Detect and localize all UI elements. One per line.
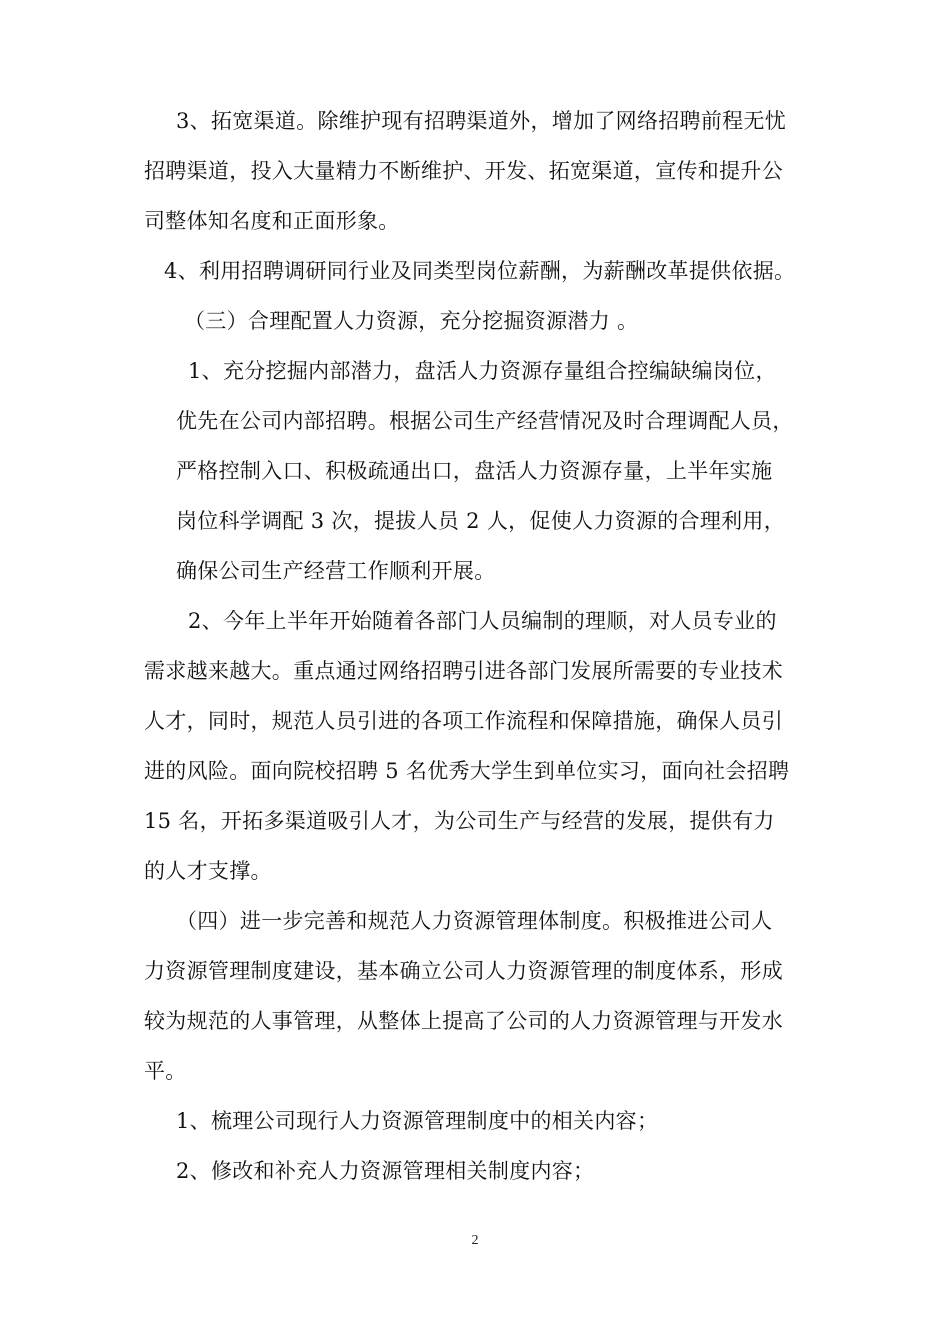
text-line: 的人才支撑。 — [144, 859, 272, 883]
text-line: 需求越来越大。重点通过网络招聘引进各部门发展所需要的专业技术 — [144, 659, 783, 683]
text-line: 进的风险。面向院校招聘 5 名优秀大学生到单位实习，面向社会招聘 — [144, 759, 790, 783]
text-line: 岗位科学调配 3 次，提拔人员 2 人，促使人力资源的合理利用， — [176, 509, 786, 533]
text-line: 15 名，开拓多渠道吸引人才，为公司生产与经营的发展，提供有力 — [144, 809, 775, 833]
text-line: 较为规范的人事管理，从整体上提高了公司的人力资源管理与开发水 — [144, 1009, 783, 1033]
text-line: 2、今年上半年开始随着各部门人员编制的理顺，对人员专业的 — [188, 609, 777, 633]
text-line: 招聘渠道，投入大量精力不断维护、开发、拓宽渠道，宣传和提升公 — [144, 159, 783, 183]
page-number: 2 — [471, 1233, 479, 1248]
section-heading: （三）合理配置人力资源，充分挖掘资源潜力 。 — [184, 309, 639, 333]
text-line: 司整体知名度和正面形象。 — [144, 209, 400, 233]
text-line: 优先在公司内部招聘。根据公司生产经营情况及时合理调配人员， — [176, 409, 794, 433]
text-line: 力资源管理制度建设，基本确立公司人力资源管理的制度体系，形成 — [144, 959, 783, 983]
text-line: 1、充分挖掘内部潜力，盘活人力资源存量组合控编缺编岗位， — [188, 359, 777, 383]
text-line: 1、梳理公司现行人力资源管理制度中的相关内容； — [176, 1109, 659, 1133]
text-line: 严格控制入口、积极疏通出口，盘活人力资源存量，上半年实施 — [176, 459, 773, 483]
text-line: 3、拓宽渠道。除维护现有招聘渠道外，增加了网络招聘前程无忧 — [176, 109, 787, 133]
text-line: 2、修改和补充人力资源管理相关制度内容； — [176, 1159, 595, 1183]
text-line: 4、利用招聘调研同行业及同类型岗位薪酬，为薪酬改革提供依据。 — [164, 259, 796, 283]
section-heading: （四）进一步完善和规范人力资源管理体制度。积极推进公司人 — [176, 909, 773, 933]
text-line: 平。 — [144, 1059, 187, 1083]
text-line: 人才，同时，规范人员引进的各项工作流程和保障措施，确保人员引 — [144, 709, 783, 733]
text-line: 确保公司生产经营工作顺利开展。 — [176, 559, 496, 583]
